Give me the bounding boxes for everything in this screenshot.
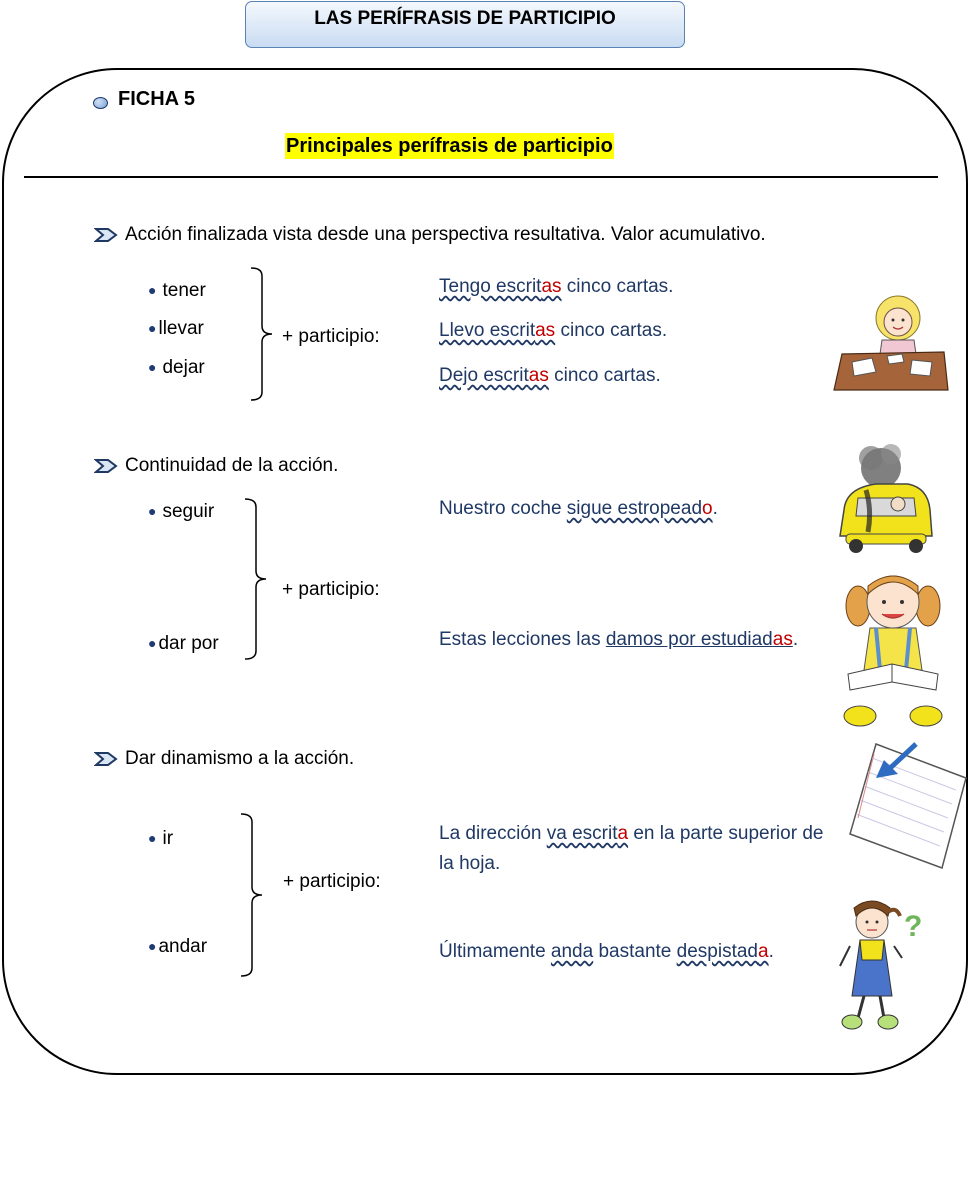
example-3-1: La dirección va escrita en la parte superior de bbox=[439, 823, 824, 844]
example-1-1: Tengo escritas cinco cartas. bbox=[439, 276, 674, 297]
page-title: LAS PERÍFRASIS DE PARTICIPIO bbox=[245, 1, 685, 48]
divider bbox=[24, 176, 938, 178]
broken-yellow-car-illustration bbox=[836, 440, 936, 556]
example-2-1: Nuestro coche sigue estropeado. bbox=[439, 498, 718, 519]
ficha-bullet-icon bbox=[93, 97, 108, 109]
plus-participio-1: + participio: bbox=[282, 326, 380, 347]
verb-dejar: ● dejar bbox=[148, 357, 205, 378]
example-2-2: Estas lecciones las damos por estudiadas. bbox=[439, 629, 799, 650]
chevron-right-icon bbox=[94, 227, 118, 243]
brace-3 bbox=[238, 812, 268, 978]
example-1-3: Dejo escritas cinco cartas. bbox=[439, 365, 661, 386]
verb-ir: ● ir bbox=[148, 828, 174, 849]
verb-andar: ● andar bbox=[148, 936, 208, 957]
verb-llevar: ● llevar bbox=[148, 318, 204, 339]
subtitle: Principales perífrasis de participio bbox=[286, 135, 613, 157]
section-3-heading: Dar dinamismo a la acción. bbox=[125, 748, 355, 769]
chevron-right-icon bbox=[94, 751, 118, 767]
plus-participio-3: + participio: bbox=[283, 871, 381, 892]
chevron-right-icon bbox=[94, 458, 118, 474]
example-1-2: Llevo escritas cinco cartas. bbox=[439, 320, 668, 341]
example-3-1-line2: la hoja. bbox=[439, 853, 501, 874]
confused-girl-question-mark-illustration bbox=[836, 898, 936, 1034]
plus-participio-2: + participio: bbox=[282, 579, 380, 600]
brace-1 bbox=[248, 266, 278, 402]
girl-writing-at-desk-illustration bbox=[832, 290, 950, 400]
verb-tener: ● tener bbox=[148, 280, 206, 301]
section-1-heading: Acción finalizada vista desde una perspectiva resultativa. Valor acumulativo. bbox=[125, 224, 766, 245]
svg-text:?: ? bbox=[904, 910, 923, 943]
ficha-label: FICHA 5 bbox=[118, 88, 196, 110]
girl-reading-book-illustration bbox=[840, 566, 946, 730]
brace-2 bbox=[242, 497, 272, 661]
paper-sheet-with-arrow-illustration bbox=[846, 738, 972, 872]
section-2-heading: Continuidad de la acción. bbox=[125, 455, 339, 476]
example-3-2: Últimamente anda bastante despistada. bbox=[439, 941, 774, 962]
verb-seguir: ● seguir bbox=[148, 501, 215, 522]
verb-dar-por: ● dar por bbox=[148, 633, 219, 654]
content-card bbox=[2, 68, 968, 1075]
